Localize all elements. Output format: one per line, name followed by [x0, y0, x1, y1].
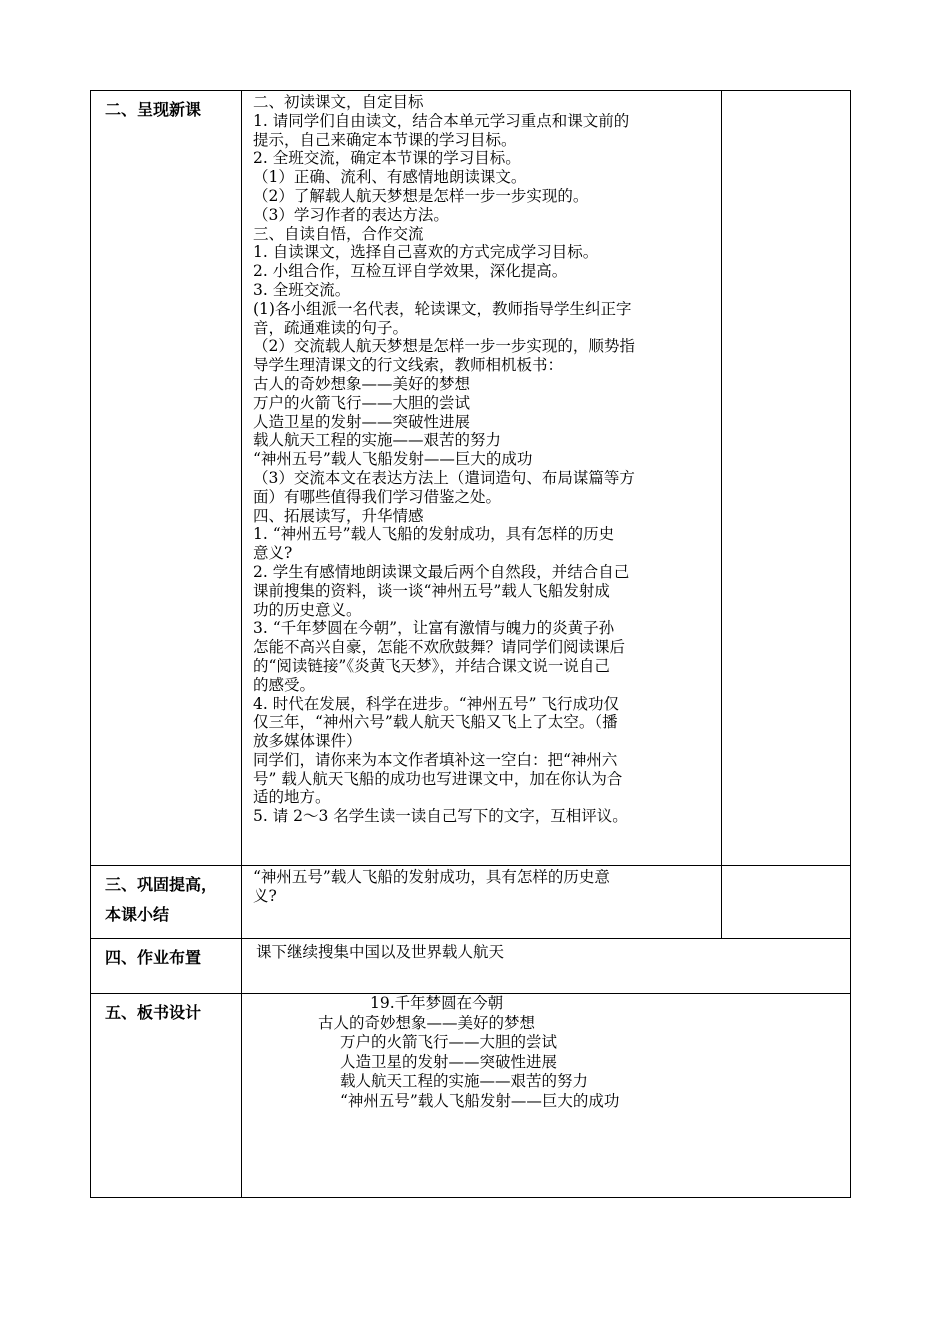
content-line: 号” 载人航天飞船的成功也写进课文中，加在你认为合	[253, 769, 623, 788]
content-line: 4. 时代在发展，科学在进步。“神州五号” 飞行成功仅	[253, 694, 619, 713]
board-line: 万户的火箭飞行——大胆的尝试	[340, 1033, 558, 1051]
content-line: 提示，自己来确定本节课的学习目标。	[253, 130, 517, 149]
content-line: （2）了解载人航天梦想是怎样一步一步实现的。	[253, 186, 589, 205]
board-line: “神州五号”载人飞船发射——巨大的成功	[340, 1091, 620, 1110]
content-line: 3. “千年梦圆在今朝”，让富有激情与魄力的炎黄子孙	[253, 619, 615, 638]
content-line: 2. 小组合作，互检互评自学效果，深化提高。	[253, 262, 568, 281]
content-line: 三、自读自悟，合作交流	[253, 224, 424, 243]
board-design	[242, 994, 851, 1198]
content-line: 放多媒体课件）	[253, 732, 362, 751]
content-line: 面）有哪些值得我们学习借鉴之处。	[253, 487, 502, 506]
homework-text: 课下继续搜集中国以及世界载人航天	[242, 939, 851, 994]
content-line: 适的地方。	[253, 788, 331, 807]
section-label: 五、板书设计	[91, 994, 242, 1198]
content-line: （3）学习作者的表达方法。	[253, 205, 449, 224]
notes-cell	[722, 91, 851, 866]
row-homework	[91, 939, 851, 994]
row-board-design	[91, 994, 851, 1198]
content-line: （3）交流本文在表达方法上（遣词造句、布局谋篇等方	[253, 468, 635, 487]
section-content	[242, 91, 722, 866]
content-line: “神州五号”载人飞船发射——巨大的成功	[253, 450, 533, 469]
content-line: 同学们，请你来为本文作者填补这一空白：把“神州六	[253, 750, 618, 769]
content-line: 3. 全班交流。	[253, 280, 351, 299]
content-line: 四、拓展读写，升华情感	[253, 506, 424, 525]
content-line: 的“阅读链接”《炎黄飞天梦》，并结合课文说一说自己	[253, 656, 610, 675]
section-label	[91, 866, 242, 939]
content-line: 2. 学生有感情地朗读课文最后两个自然段，并结合自己	[253, 562, 630, 581]
section-label: 二、呈现新课	[91, 91, 242, 866]
content-line: （1）正确、流利、有感情地朗读课文。	[253, 168, 527, 187]
notes-cell	[722, 866, 851, 939]
content-line: (1)各小组派一名代表，轮读课文，教师指导学生纠正字	[253, 299, 632, 318]
content-line: 导学生理清课文的行文线索，教师相机板书：	[253, 356, 564, 375]
row-present-new-lesson	[91, 91, 851, 866]
content-line: 课前搜集的资料，谈一谈“神州五号”载人飞船发射成	[253, 581, 610, 600]
content-line: 怎能不高兴自豪，怎能不欢欣鼓舞？请同学们阅读课后	[253, 638, 626, 657]
lesson-plan-table	[90, 90, 851, 1198]
content-line: “神州五号”载人飞船的发射成功，具有怎样的历史意	[253, 868, 610, 886]
content-line: 仅三年，“神州六号”载人航天飞船又飞上了太空。（播	[253, 713, 618, 732]
content-line: 1. “神州五号”载人飞船的发射成功，具有怎样的历史	[253, 525, 615, 544]
board-line: 载人航天工程的实施——艰苦的努力	[340, 1072, 589, 1090]
board-line: 人造卫星的发射——突破性进展	[340, 1052, 558, 1071]
board-title: 19.千年梦圆在今朝	[370, 994, 504, 1012]
content-line: 音，疏通难读的句子。	[253, 318, 409, 337]
section-label-line: 三、巩固提高，	[105, 875, 218, 894]
row-consolidate-summary	[91, 866, 851, 939]
content-line: 功的历史意义。	[253, 600, 362, 619]
content-line: 人造卫星的发射——突破性进展	[253, 412, 471, 431]
content-line: 二、初读课文，自定目标	[253, 93, 424, 111]
section-label: 四、作业布置	[91, 939, 242, 994]
content-line: 古人的奇妙想象——美好的梦想	[253, 374, 471, 393]
board-line: 古人的奇妙想象——美好的梦想	[318, 1013, 536, 1032]
content-line: 义?	[253, 886, 277, 905]
content-line: 的感受。	[253, 675, 316, 694]
section-label-line: 本课小结	[105, 905, 170, 924]
section-content	[242, 866, 722, 939]
content-line: 万户的火箭飞行——大胆的尝试	[253, 393, 471, 412]
content-line: （2）交流载人航天梦想是怎样一步一步实现的，顺势指	[253, 337, 635, 356]
content-line: 意义?	[253, 544, 293, 563]
content-line: 1. 自读课文，选择自己喜欢的方式完成学习目标。	[253, 243, 599, 262]
content-line: 2. 全班交流，确定本节课的学习目标。	[253, 149, 521, 168]
content-line: 5. 请 2～3 名学生读一读自己写下的文字，互相评议。	[253, 807, 628, 826]
content-line: 载人航天工程的实施——艰苦的努力	[253, 431, 502, 450]
content-line: 1. 请同学们自由读文，结合本单元学习重点和课文前的	[253, 111, 630, 130]
